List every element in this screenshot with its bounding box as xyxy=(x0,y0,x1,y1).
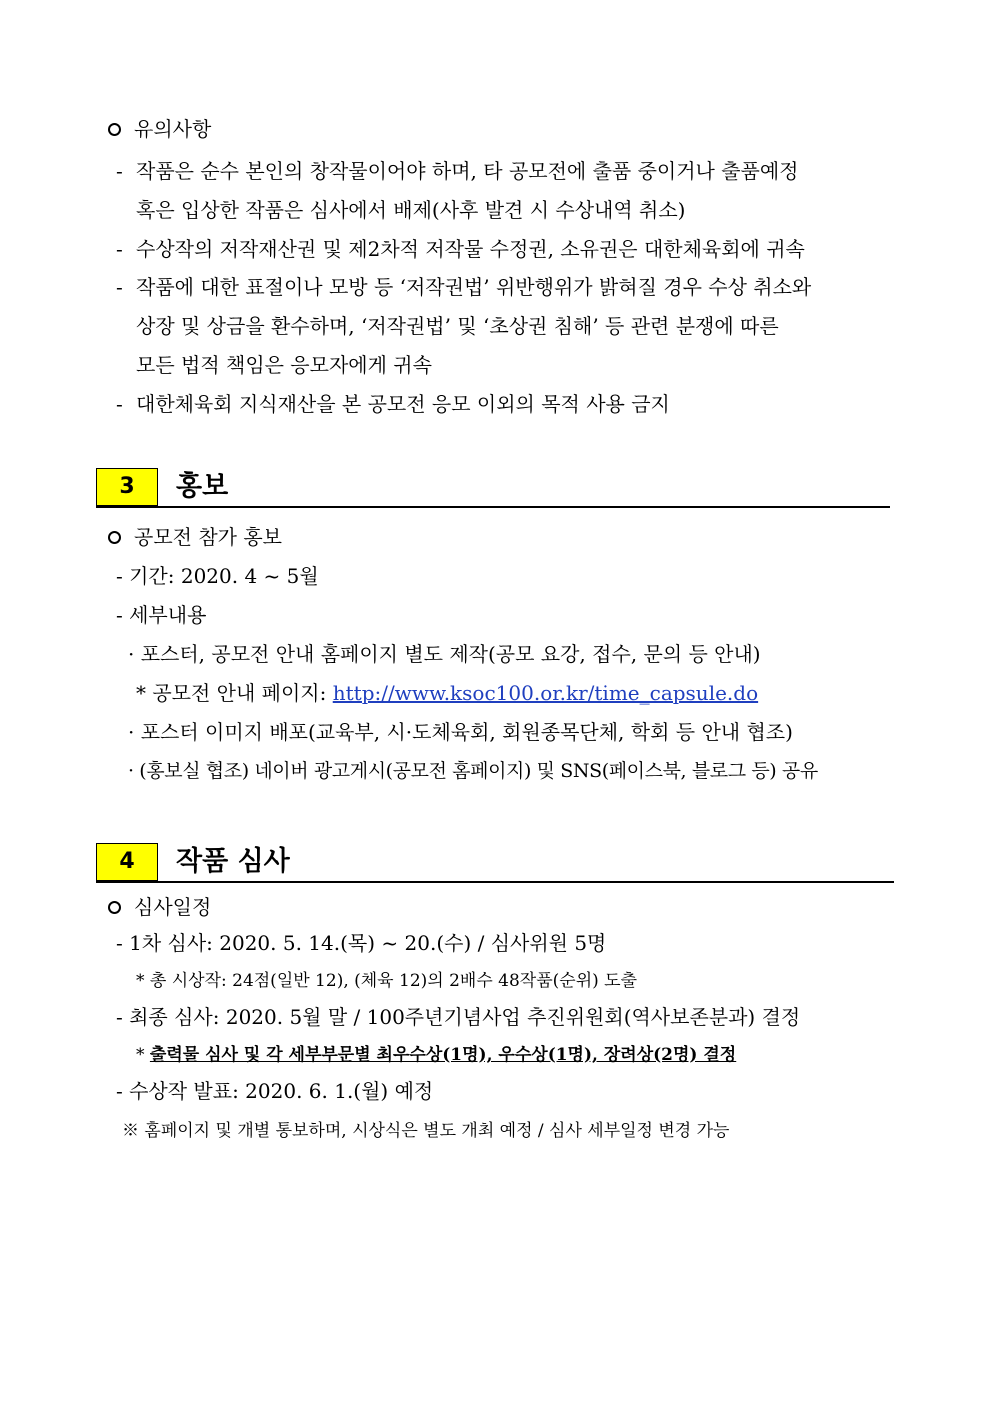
promo-detail-1-note xyxy=(136,680,758,706)
section-number-badge: 3 xyxy=(96,468,158,506)
notice-item-3-line-1: 작품에 대한 표절이나 모방 등 ‘저작권법’ 위반행위가 밝혀질 경우 수상 취소와 xyxy=(136,275,812,299)
review-first-note: * 총 시상작: 24점(일반 12), (체육 12)의 2배수 48작품(순위) 도출 xyxy=(136,971,637,991)
promo-heading: 공모전 참가 홍보 xyxy=(134,525,282,549)
promo-period: - 기간: 2020. 4 ~ 5월 xyxy=(116,564,319,588)
circle-bullet-icon xyxy=(108,901,121,914)
promo-detail-1: · 포스터, 공모전 안내 홈페이지 별도 제작(공모 요강, 접수, 문의 등 안내) xyxy=(128,642,761,666)
section-underline xyxy=(96,506,890,508)
circle-bullet-icon xyxy=(108,531,121,544)
circle-bullet-icon xyxy=(108,123,121,136)
section-underline xyxy=(96,881,894,883)
promo-detail-3: · (홍보실 협조) 네이버 광고게시(공모전 홈페이지) 및 SNS(페이스북, 블로그 등) 공유 xyxy=(128,760,818,782)
section-4-header xyxy=(96,843,894,883)
note-prefix: * xyxy=(136,1045,150,1065)
notice-item-4: 대한체육회 지식재산을 본 공모전 응모 이외의 목적 사용 금지 xyxy=(136,392,670,416)
section-number-badge: 4 xyxy=(96,843,158,881)
review-heading: 심사일정 xyxy=(134,895,212,919)
section-title: 작품 심사 xyxy=(176,846,290,877)
section-3-header xyxy=(96,468,890,508)
review-remark: ※ 홈페이지 및 개별 통보하며, 시상식은 별도 개최 예정 / 심사 세부일정 변경 가능 xyxy=(122,1121,730,1141)
notice-item-2: 수상작의 저작재산권 및 제2차적 저작물 수정권, 소유권은 대한체육회에 귀속 xyxy=(136,237,805,261)
note-prefix: * 공모전 안내 페이지: xyxy=(136,681,333,705)
dash-icon: - xyxy=(116,275,123,299)
notice-item-1-line-2: 혹은 입상한 작품은 심사에서 배제(사후 발견 시 수상내역 취소) xyxy=(136,198,686,222)
notice-item-3-line-2: 상장 및 상금을 환수하며, ‘저작권법’ 및 ‘초상권 침해’ 등 관련 분쟁에 따른 xyxy=(136,314,779,338)
final-award-note: 출력물 심사 및 각 세부부문별 최우수상(1명), 우수상(1명), 장려상(2명) 결정 xyxy=(149,1045,737,1065)
contest-page-link[interactable]: http://www.ksoc100.or.kr/time_capsule.do xyxy=(332,681,759,705)
notice-heading: 유의사항 xyxy=(134,117,212,141)
dash-icon: - xyxy=(116,159,123,183)
promo-details-label: - 세부내용 xyxy=(116,603,207,627)
promo-detail-2: · 포스터 이미지 배포(교육부, 시·도체육회, 회원종목단체, 학회 등 안내 협조) xyxy=(128,720,793,744)
review-first: - 1차 심사: 2020. 5. 14.(목) ~ 20.(수) / 심사위원 5명 xyxy=(116,931,607,955)
review-final-note xyxy=(136,1042,736,1068)
dash-icon: - xyxy=(116,392,123,416)
review-final: - 최종 심사: 2020. 5월 말 / 100주년기념사업 추진위원회(역사보존분과) 결정 xyxy=(116,1005,801,1029)
dash-icon: - xyxy=(116,237,123,261)
review-announce: - 수상작 발표: 2020. 6. 1.(월) 예정 xyxy=(116,1079,434,1103)
notice-item-1-line-1: 작품은 순수 본인의 창작물이어야 하며, 타 공모전에 출품 중이거나 출품예정 xyxy=(136,159,799,183)
section-title: 홍보 xyxy=(176,471,229,502)
notice-item-3-line-3: 모든 법적 책임은 응모자에게 귀속 xyxy=(136,353,432,377)
